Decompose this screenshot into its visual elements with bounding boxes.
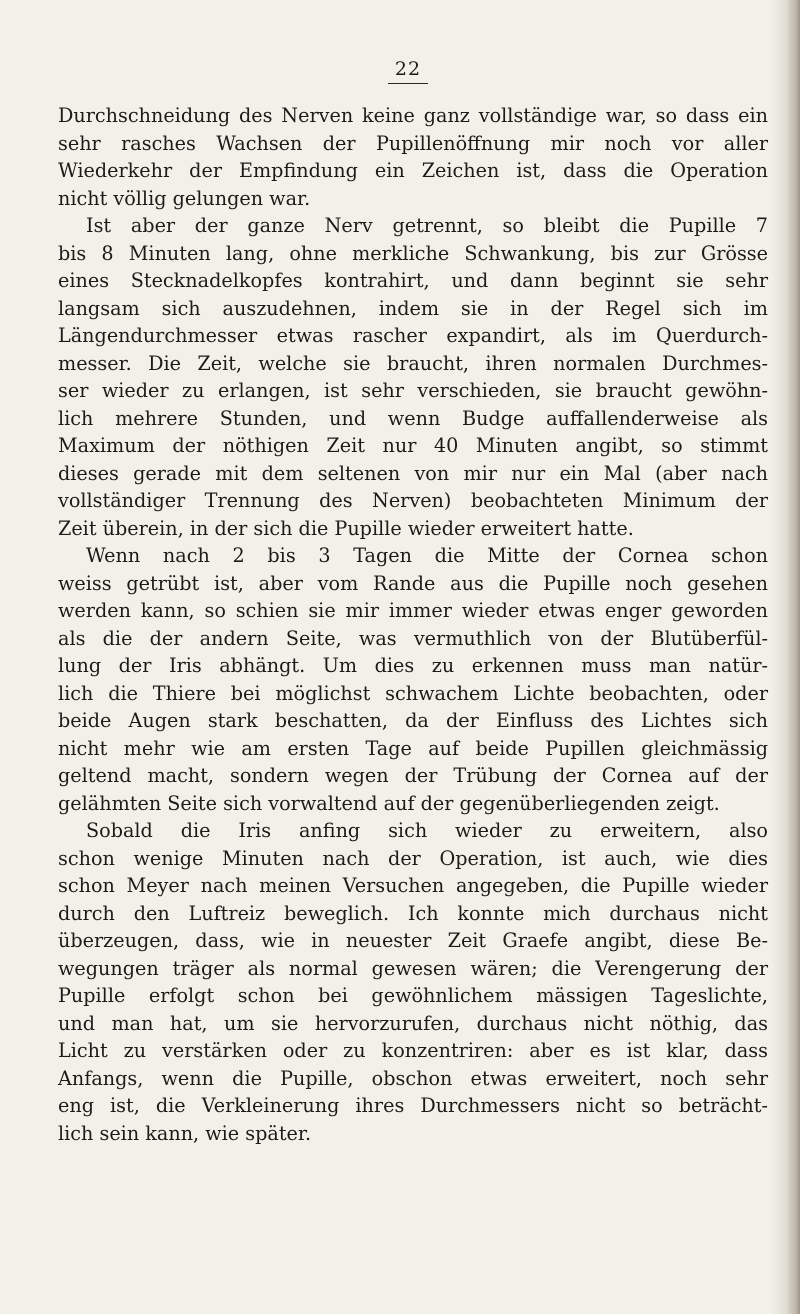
text-line: Pupille erfolgt schon bei gewöhnlichem mässigen Tageslichte, (58, 984, 768, 1007)
text-line: Wenn nach 2 bis 3 Tagen die Mitte der Cornea schon (86, 544, 768, 567)
text-line: Zeit überein, in der sich die Pupille wieder erweitert hatte. (58, 516, 634, 540)
text-line: vollständiger Trennung des Nerven) beobachteten Minimum der (58, 489, 768, 512)
text-line: geltend macht, sondern wegen der Trübung der Cornea auf der (58, 764, 768, 787)
text-line: lich mehrere Stunden, und wenn Budge auffallenderweise als (58, 406, 768, 430)
text-line: als die der andern Seite, was vermuthlich von der Blutüberfül- (58, 626, 768, 650)
text-line: überzeugen, dass, wie in neuester Zeit Graefe angibt, diese Be- (58, 929, 768, 952)
text-line: Ist aber der ganze Nerv getrennt, so bleibt die Pupille 7 (86, 214, 768, 237)
text-line: schon wenige Minuten nach der Operation, ist auch, wie dies (58, 846, 768, 870)
text-line: eng ist, die Verkleinerung ihres Durchmessers nicht so beträcht- (58, 1094, 768, 1117)
page-number: 22 (388, 58, 428, 84)
body-text (58, 102, 768, 1147)
text-line: langsam sich auszudehnen, indem sie in der Regel sich im (58, 296, 768, 320)
text-line: sehr rasches Wachsen der Pupillenöffnung mir noch vor aller (58, 131, 768, 155)
text-line: Maximum der nöthigen Zeit nur 40 Minuten angibt, so stimmt (58, 434, 768, 457)
text-line: gelähmten Seite sich vorwaltend auf der gegenüberliegenden zeigt. (58, 791, 720, 815)
text-line: durch den Luftreiz beweglich. Ich konnte mich durchaus nicht (58, 901, 768, 925)
text-line: weiss getrübt ist, aber vom Rande aus die Pupille noch gesehen (58, 571, 768, 595)
text-line: Wiederkehr der Empfindung ein Zeichen ist, dass die Operation (58, 159, 768, 182)
text-line: Anfangs, wenn die Pupille, obschon etwas erweitert, noch sehr (58, 1066, 768, 1090)
text-line: schon Meyer nach meinen Versuchen angegeben, die Pupille wieder (58, 874, 768, 897)
text-line: dieses gerade mit dem seltenen von mir nur ein Mal (aber nach (58, 461, 768, 485)
text-line: beide Augen stark beschatten, da der Einfluss des Lichtes sich (58, 709, 768, 732)
text-line: bis 8 Minuten lang, ohne merkliche Schwankung, bis zur Grösse (58, 241, 768, 265)
text-line: nicht völlig gelungen war. (58, 186, 311, 210)
text-line: ser wieder zu erlangen, ist sehr verschieden, sie braucht gewöhn- (58, 379, 768, 402)
text-line: Durchschneidung des Nerven keine ganz vollständige war, so dass ein (58, 104, 768, 127)
text-line: wegungen träger als normal gewesen wären; die Verengerung der (58, 956, 768, 980)
text-line: lung der Iris abhängt. Um dies zu erkennen muss man natür- (58, 654, 768, 677)
text-line: messer. Die Zeit, welche sie braucht, ihren normalen Durchmes- (58, 351, 768, 375)
text-line: lich sein kann, wie später. (58, 1121, 312, 1145)
text-line: Längendurchmesser etwas rascher expandirt, als im Querdurch- (58, 324, 768, 347)
page-edge-shadow (786, 0, 800, 1314)
text-line: nicht mehr wie am ersten Tage auf beide Pupillen gleichmässig (58, 736, 768, 760)
text-line: Sobald die Iris anfing sich wieder zu erweitern, also (86, 819, 768, 842)
text-line: werden kann, so schien sie mir immer wieder etwas enger geworden (58, 599, 768, 622)
text-line: eines Stecknadelkopfes kontrahirt, und dann beginnt sie sehr (58, 269, 768, 292)
text-line: und man hat, um sie hervorzurufen, durchaus nicht nöthig, das (58, 1011, 768, 1035)
text-line: Licht zu verstärken oder zu konzentriren: aber es ist klar, dass (58, 1039, 768, 1062)
text-line: lich die Thiere bei möglichst schwachem Lichte beobachten, oder (58, 681, 768, 705)
